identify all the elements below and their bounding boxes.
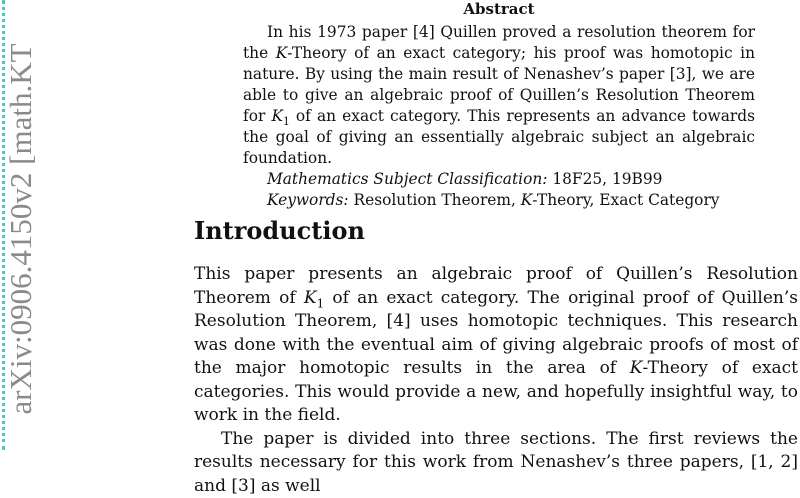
- keywords-text: Resolution Theorem,: [349, 191, 521, 209]
- intro-paragraph-1: [194, 263, 798, 428]
- abstract-text-part: In his 1973 paper [4] Quillen proved a resolution theorem for the: [243, 23, 755, 62]
- math-k: K: [630, 358, 643, 378]
- abstract-section: [243, 0, 755, 211]
- intro-paragraph-2: The paper is divided into three sections. The first reviews the results necessary for this work from Nenashev’s three papers, [1, 2] and [3] as well: [194, 428, 798, 498]
- abstract-text-part: of an exact category. This represents an advance towards the goal of giving an essentially algebraic subject an algebraic foundation.: [243, 107, 755, 167]
- intro-text-part: This paper presents an algebraic proof of Quillen’s Resolution Theorem of: [194, 264, 798, 308]
- msc-value: 18F25, 19B99: [547, 170, 662, 188]
- math-k: K: [271, 107, 283, 125]
- msc-line: [243, 169, 755, 190]
- math-k: K: [304, 288, 317, 308]
- math-k: K: [521, 191, 533, 209]
- abstract-heading: Abstract: [243, 0, 755, 19]
- arxiv-sidebar: [0, 0, 40, 450]
- keywords-text: -Theory, Exact Category: [532, 191, 719, 209]
- math-k: K: [276, 44, 288, 62]
- intro-text-part: -Theory of exact categories. This would provide a new, and hopefully insightful way, to work in the field.: [194, 358, 798, 425]
- math-subscript: 1: [283, 115, 290, 128]
- math-subscript: 1: [317, 296, 325, 310]
- abstract-text: [243, 22, 755, 169]
- abstract-text-part: -Theory of an exact category; his proof was homotopic in nature. By using the main result of Nenashev’s paper [3], we are able to give an algebraic proof of Quillen’s Resolution Theorem for: [243, 44, 755, 125]
- msc-label: Mathematics Subject Classification:: [267, 170, 547, 188]
- intro-text-part: of an exact category. The original proof of Quillen’s Resolution Theorem, [4] uses homotopic techniques. This research was done with the eventual aim of giving algebraic proofs of most of the major homotopic results in the area of: [194, 288, 798, 379]
- introduction-body: [194, 263, 798, 498]
- section-heading-introduction: Introduction: [194, 216, 365, 245]
- keywords-line: [243, 190, 755, 211]
- arxiv-identifier: arXiv:0906.4150v2 [math.KT: [3, 43, 39, 414]
- keywords-label: Keywords:: [267, 191, 349, 209]
